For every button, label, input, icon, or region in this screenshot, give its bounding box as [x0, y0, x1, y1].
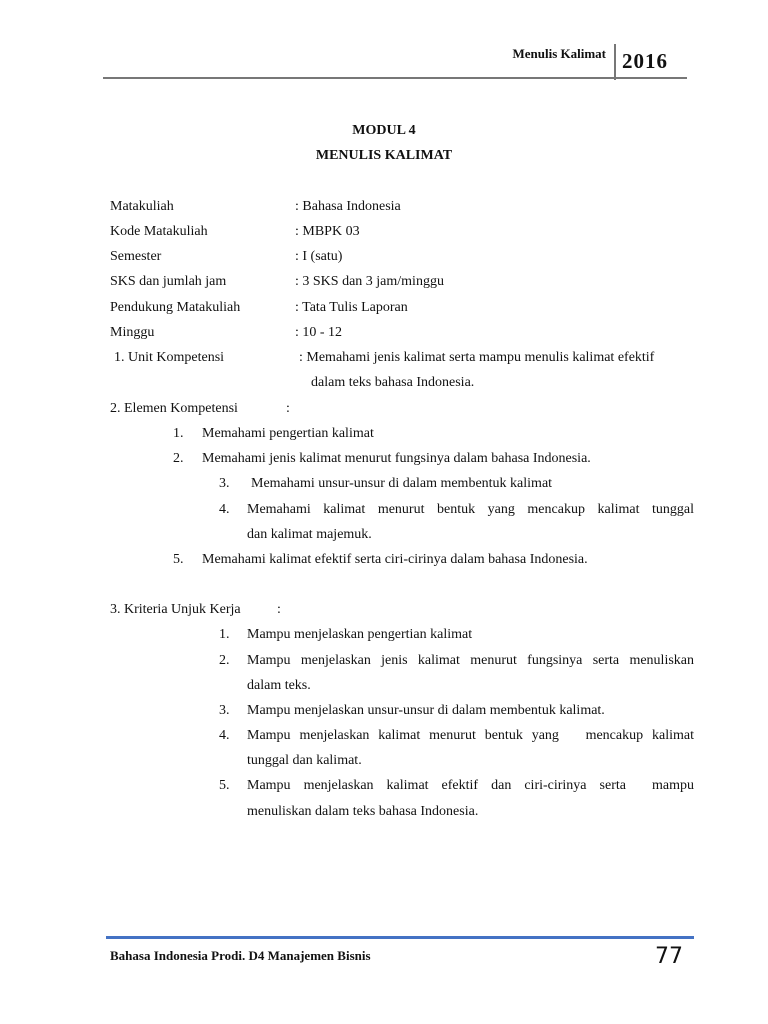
info-value: : MBPK 03 [295, 224, 360, 239]
info-label: Semester [110, 249, 162, 264]
footer-text: Bahasa Indonesia Prodi. D4 Manajemen Bisnis [110, 948, 371, 963]
list-number: 1. [173, 426, 184, 441]
page-number: 77 [655, 944, 683, 969]
unit-kompetensi-value-cont: dalam teks bahasa Indonesia. [311, 375, 475, 390]
info-value: : Tata Tulis Laporan [295, 300, 408, 315]
list-item-cont: menuliskan dalam teks bahasa Indonesia. [247, 804, 479, 819]
list-number: 2. [173, 451, 184, 466]
header-rule [103, 77, 687, 79]
list-item: Mampu menjelaskan kalimat menurut bentuk yang mencakup kalimat [247, 728, 694, 743]
info-value: : I (satu) [295, 249, 343, 264]
list-number: 3. [219, 476, 230, 491]
header-divider [614, 44, 616, 80]
list-item: Memahami unsur-unsur di dalam membentuk kalimat [251, 476, 553, 491]
list-number: 4. [219, 728, 230, 743]
elemen-kompetensi-label: 2. Elemen Kompetensi [110, 401, 238, 416]
list-item: Mampu menjelaskan pengertian kalimat [247, 627, 473, 642]
info-label: SKS dan jumlah jam [110, 274, 227, 289]
kriteria-unjuk-kerja-label: 3. Kriteria Unjuk Kerja [110, 602, 241, 617]
module-title: MENULIS KALIMAT [315, 148, 453, 163]
module-number: MODUL 4 [352, 123, 416, 138]
footer-rule [106, 936, 694, 939]
header-year: 2016 [622, 49, 668, 73]
list-item: Memahami kalimat menurut bentuk yang mencakup kalimat tunggal [247, 502, 694, 517]
info-label: Pendukung Matakuliah [110, 300, 241, 315]
info-value: : Bahasa Indonesia [295, 199, 401, 214]
unit-kompetensi-value: : Memahami jenis kalimat serta mampu menulis kalimat efektif [299, 350, 655, 365]
list-number: 3. [219, 703, 230, 718]
list-item: Memahami kalimat efektif serta ciri-cirinya dalam bahasa Indonesia. [202, 552, 588, 567]
kriteria-unjuk-kerja-colon: : [277, 602, 281, 617]
list-item: Mampu menjelaskan jenis kalimat menurut fungsinya serta menuliskan [247, 653, 694, 668]
info-value: : 10 - 12 [295, 325, 343, 340]
list-number: 1. [219, 627, 230, 642]
list-item: Mampu menjelaskan kalimat efektif dan ciri-cirinya serta mampu [247, 778, 694, 793]
header-title: Menulis Kalimat [512, 46, 606, 61]
info-label: Kode Matakuliah [110, 224, 208, 239]
info-label: Matakuliah [110, 199, 174, 214]
list-item-cont: tunggal dan kalimat. [247, 753, 362, 768]
list-number: 5. [219, 778, 230, 793]
info-value: : 3 SKS dan 3 jam/minggu [295, 274, 444, 289]
list-item-cont: dalam teks. [247, 678, 311, 693]
list-item: Memahami pengertian kalimat [202, 426, 374, 441]
list-item: Mampu menjelaskan unsur-unsur di dalam membentuk kalimat. [247, 703, 605, 718]
list-item-cont: dan kalimat majemuk. [247, 527, 372, 542]
list-number: 2. [219, 653, 230, 668]
unit-kompetensi-label: 1. Unit Kompetensi [114, 350, 225, 365]
list-item: Memahami jenis kalimat menurut fungsinya dalam bahasa Indonesia. [202, 451, 591, 466]
list-number: 4. [219, 502, 230, 517]
list-number: 5. [173, 552, 184, 567]
info-label: Minggu [110, 325, 155, 340]
elemen-kompetensi-colon: : [286, 401, 290, 416]
